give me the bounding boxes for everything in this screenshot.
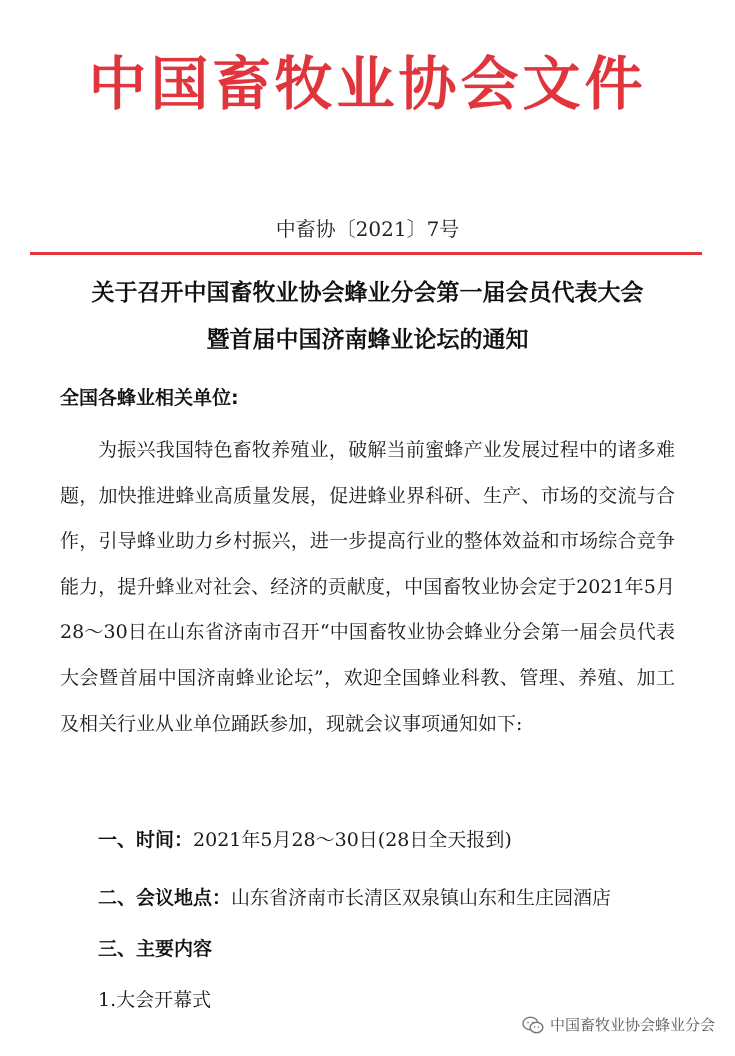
agenda-item-value: 1.大会开幕式: [98, 989, 212, 1011]
agenda-item-value: 2021年5月28～30日(28日全天报到): [193, 829, 512, 851]
salutation: 全国各蜂业相关单位:: [60, 387, 239, 409]
wechat-icon: [522, 1016, 544, 1034]
document-number: 中畜协〔2021〕7号: [275, 217, 460, 241]
notice-title-line-2: 暨首届中国济南蜂业论坛的通知: [206, 327, 529, 353]
notice-title: [0, 270, 735, 364]
agenda-subitem-opening: [98, 985, 211, 1015]
notice-title-line-1: 关于召开中国畜牧业协会蜂业分会第一届会员代表大会: [91, 280, 644, 306]
watermark-text: 中国畜牧业协会蜂业分会: [549, 1016, 715, 1034]
agenda-item-label: 一、时间：: [98, 829, 194, 851]
agenda-item-time: [98, 825, 512, 855]
agenda-item-label: 二、会议地点：: [98, 887, 232, 909]
agenda-item-location: [98, 883, 611, 913]
agenda-item-content: [98, 934, 212, 964]
wechat-watermark: [522, 1014, 715, 1035]
agenda-item-value: 山东省济南市长清区双泉镇山东和生庄园酒店: [231, 887, 612, 909]
document-header-title: 中国畜牧业协会文件: [88, 50, 647, 118]
body-paragraph: 为振兴我国特色畜牧养殖业，破解当前蜜蜂产业发展过程中的诸多难题，加快推进蜂业高质量发展，促进蜂业界科研、生产、市场的交流与合作，引导蜂业助力乡村振兴，进一步提高行业的整体效益和市场综合竞争能力，提升蜂业对社会、经济的贡献度，中国畜牧业协会定于2021年5月28～30日在山东省济南市召开“中国畜牧业协会蜂业分会第一届会员代表大会暨首届中国济南蜂业论坛”，欢迎全国蜂业科教、管理、养殖、加工及相关行业从业单位踊跃参加，现就会议事项通知如下:: [60, 439, 675, 735]
agenda-item-label: 三、主要内容: [98, 938, 213, 960]
red-divider-line: [30, 252, 702, 255]
